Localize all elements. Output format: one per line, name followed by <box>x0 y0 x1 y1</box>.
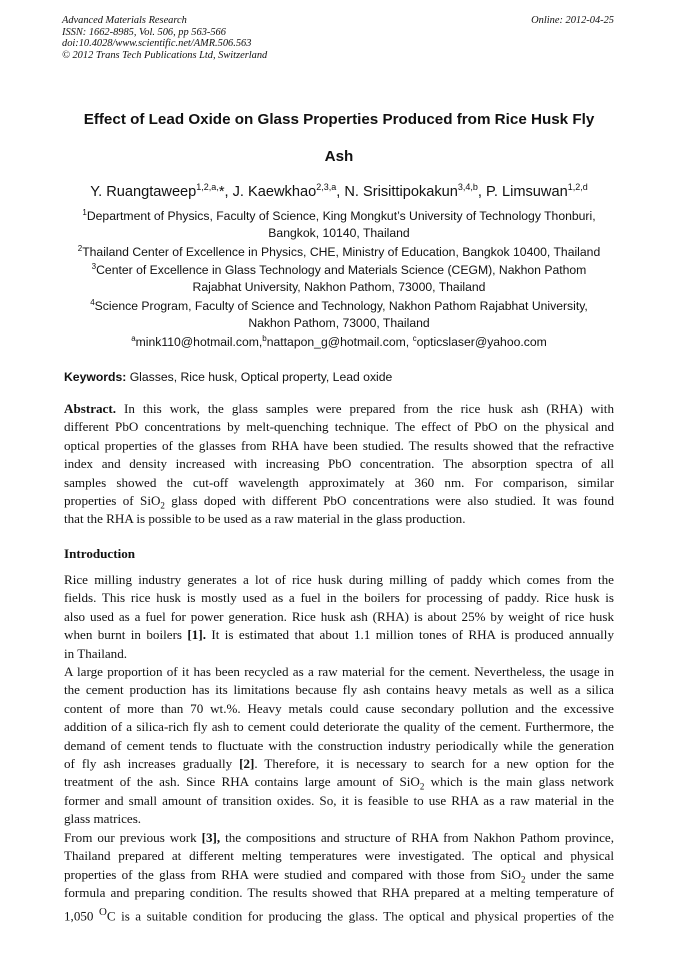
section-heading: Introduction <box>64 546 136 561</box>
email: nattapon_g@hotmail.com, <box>266 335 413 350</box>
author-name: N. Srisittipokakun <box>344 183 458 200</box>
email: mink110@hotmail.com, <box>135 335 263 350</box>
abstract-label: Abstract. <box>64 401 116 416</box>
journal-name: Advanced Materials Research <box>62 15 187 26</box>
author-affil: 3,4,b <box>457 182 478 192</box>
author-name: Y. Ruangtaweep <box>90 183 197 200</box>
affiliation-1-line2: Bangkok, 10140, Thailand <box>268 226 410 240</box>
intro-paragraph-3: From our previous work [3], the compositions and structure of RHA from Nakhon Pathom province, Thailand prepared at different melting temperatures were investigated. The optical and physical properties of the glass from RHA were studied and compared with those from SiO$_2$ under the same formula and preparing condition. The results showed that RHA prepared at a melting temperature of 1,050 $^O$C is a suitable condition for producing the glass. The optical and physical properties of the <box>64 830 614 923</box>
corresponding-mark: * <box>218 183 225 200</box>
online-date: Online: 2012-04-25 <box>531 15 614 26</box>
abstract: Abstract. In this work, the glass samples were prepared from the rice husk ash (RHA) with different PbO concentrations by melt-quenching technique. The effect of PbO on the physical and optical properties of the glasses from RHA have been studied. The results showed that the refractive index and density increased with increasing PbO concentration. The absorption spectra of all samples showed the cut-off wavelength approximately at 360 nm. For comparison, similar properties of SiO$_2$ glass doped with different PbO concentrations were also studied. It was found that the RHA is possible to be used as a raw material in the glass production. <box>64 401 615 527</box>
paper-title-line2: Ash <box>324 148 354 165</box>
author-affil: 1,2,a, <box>196 182 219 192</box>
author-name: P. Limsuwan <box>486 183 568 200</box>
email-list: $^a$mink110@hotmail.com,$^b$nattapon_g@hotmail.com, $^c$opticslaser@yahoo.com <box>131 334 547 350</box>
paper-title: Effect of Lead Oxide on Glass Properties Produced from Rice Husk Fly <box>83 111 595 128</box>
affiliation-4-line2: Nakhon Pathom, 73000, Thailand <box>248 316 430 330</box>
keywords-text: Glasses, Rice husk, Optical property, Lead oxide <box>129 370 393 384</box>
keywords <box>64 370 392 384</box>
email: opticslaser@yahoo.com <box>416 335 547 350</box>
affiliation-3: $^3$Center of Excellence in Glass Technology and Materials Science (CEGM), Nakhon Pathom <box>91 262 587 278</box>
author-name: J. Kaewkhao <box>232 183 317 200</box>
journal-header <box>62 15 267 61</box>
intro-paragraph-1: Rice milling industry generates a lot of rice husk during milling of paddy which comes from the fields. This rice husk is mostly used as a fuel in the boilers for processing of paddy. Rice husk is also used as a fuel for power generation. Rice husk ash (RHA) is about 25% by weight of rice husk when burnt in boilers [1]. It is estimated that about 1.1 million tones of RHA is produced annually in Thailand. <box>64 572 614 661</box>
author-affil: 1,2,d <box>567 182 588 192</box>
keywords-label: Keywords: <box>64 370 127 384</box>
affiliation-2: $^2$Thailand Center of Excellence in Physics, CHE, Ministry of Education, Bangkok 10400, Thailand <box>77 244 601 260</box>
citation: [3], <box>201 830 221 845</box>
issn: ISSN: 1662-8985, Vol. 506, pp 563-566 <box>62 26 226 38</box>
citation: [2] <box>239 755 255 771</box>
affiliation-3-line2: Rajabhat University, Nakhon Pathom, 73000, Thailand <box>192 280 486 294</box>
intro-paragraph-2: A large proportion of it has been recycled as a raw material for the cement. Nevertheless, the usage in the cement production has its limitations because fly ash contains heavy metals as well as a silica content of more than 70 wt.%. Heavy metals could cause secondary pollution and the excessive addition of a silica-rich fly ash to cement could deteriorate the quality of the cement. Furthermore, the demand of cement tends to fluctuate with the construction industry periodically while the generation of fly ash increases gradually [2]. Therefore, it is necessary to search for a new option for the treatment of the ash. Since RHA contains large amount of SiO$_2$ which is the main glass network former and small amount of transition oxides. So, it is feasible to use RHA as a raw material in the glass matrices. <box>64 664 615 827</box>
doi: doi:10.4028/www.scientific.net/AMR.506.563 <box>62 38 252 50</box>
copyright: © 2012 Trans Tech Publications Ltd, Switzerland <box>62 49 268 61</box>
author-list: Y. Ruangtaweep$^{1,2,a,}$*, J. Kaewkhao$^{2,3,a}$, N. Srisittipokakun$^{3,4,b}$, P. Limsuwan$^{1,2,d}$ <box>90 182 588 200</box>
author-affil: 2,3,a <box>316 182 337 192</box>
affiliation-1: $^1$Department of Physics, Faculty of Science, King Mongkut’s University of Technology Thonburi, <box>82 208 596 224</box>
citation: [1]. <box>187 627 206 643</box>
affiliation-4: $^4$Science Program, Faculty of Science and Technology, Nakhon Pathom Rajabhat University, <box>90 298 588 314</box>
